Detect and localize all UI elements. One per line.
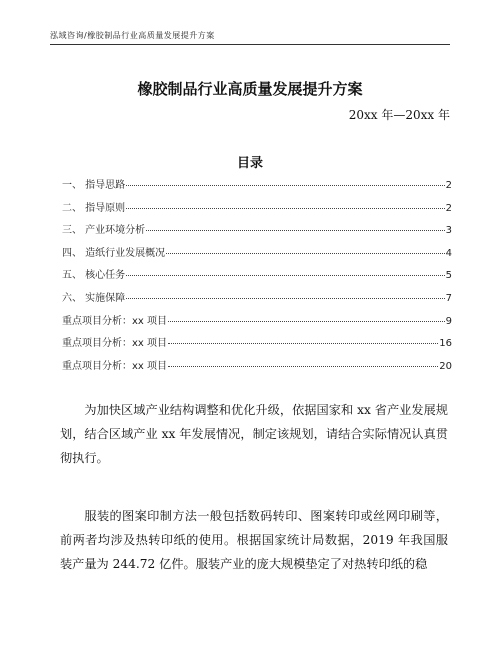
toc-heading: 目录: [236, 156, 263, 171]
toc-entry-label: 重点项目分析：xx 项目: [62, 360, 168, 372]
toc-dot-leader: [126, 297, 444, 299]
toc-entry[interactable]: [62, 199, 452, 222]
toc-entry[interactable]: [62, 221, 452, 244]
toc-entry-label: 四、 造纸行业发展概况: [62, 247, 166, 259]
toc-entry-label: 重点项目分析：xx 项目: [62, 315, 168, 327]
running-header: 泓域咨询/橡胶制品行业高质量发展提升方案: [50, 31, 215, 40]
toc-entry-page: 3: [445, 225, 452, 237]
toc-entry[interactable]: [62, 289, 452, 312]
toc-entry-page: 5: [445, 270, 452, 282]
toc-dot-leader: [168, 342, 438, 344]
toc-entry-label: 六、 实施保障: [62, 292, 126, 304]
toc-entry[interactable]: [62, 176, 452, 199]
toc-entry[interactable]: [62, 357, 452, 380]
body-paragraph: [60, 398, 448, 470]
toc-entry-label: 五、 核心任务: [62, 270, 126, 282]
toc-entry-page: 16: [439, 338, 452, 350]
paragraph-text: 服装的图案印制方法一般包括数码转印、图案转印或丝网印刷等，前两者均涉及热转印纸的使用。根据国家统计局数据，2019 年我国服装产量为 244.72 亿件。服装产业的庞大规模垫定了对热转印纸的稳: [60, 509, 448, 571]
header-divider: [50, 44, 450, 45]
toc-entry-page: 20: [439, 360, 452, 372]
toc-dot-leader: [146, 229, 444, 231]
toc-entry-page: 4: [445, 247, 452, 259]
toc-dot-leader: [126, 207, 444, 209]
body-paragraph: [60, 504, 448, 576]
toc-entry-page: 9: [445, 315, 452, 327]
toc-entry-page: 2: [445, 180, 452, 191]
toc-entry[interactable]: [62, 266, 452, 289]
toc-entry[interactable]: [62, 244, 452, 267]
toc-entry[interactable]: [62, 334, 452, 357]
toc-entry-label: 一、 指导思路: [62, 180, 126, 191]
toc-dot-leader: [126, 184, 444, 186]
toc-entry-label: 三、 产业环境分析: [62, 225, 146, 237]
toc-entry[interactable]: [62, 312, 452, 335]
toc-dot-leader: [168, 320, 445, 322]
paragraph-text: 为加快区域产业结构调整和优化升级，依据国家和 xx 省产业发展规划，结合区域产业 xx 年发展情况，制定该规划，请结合实际情况认真贯彻执行。: [60, 403, 448, 465]
toc-dot-leader: [166, 252, 444, 254]
toc-entry-label: 二、 指导原则: [62, 202, 126, 214]
toc-entry-page: 7: [445, 292, 452, 304]
toc-entry-label: 重点项目分析：xx 项目: [62, 338, 168, 350]
document-period: 20xx 年—20xx 年: [348, 108, 450, 122]
toc-entry-page: 2: [445, 202, 452, 214]
toc-dot-leader: [168, 365, 438, 367]
document-title: 橡胶制品行业高质量发展提升方案: [137, 80, 363, 98]
table-of-contents: [62, 176, 452, 379]
toc-dot-leader: [126, 274, 444, 276]
